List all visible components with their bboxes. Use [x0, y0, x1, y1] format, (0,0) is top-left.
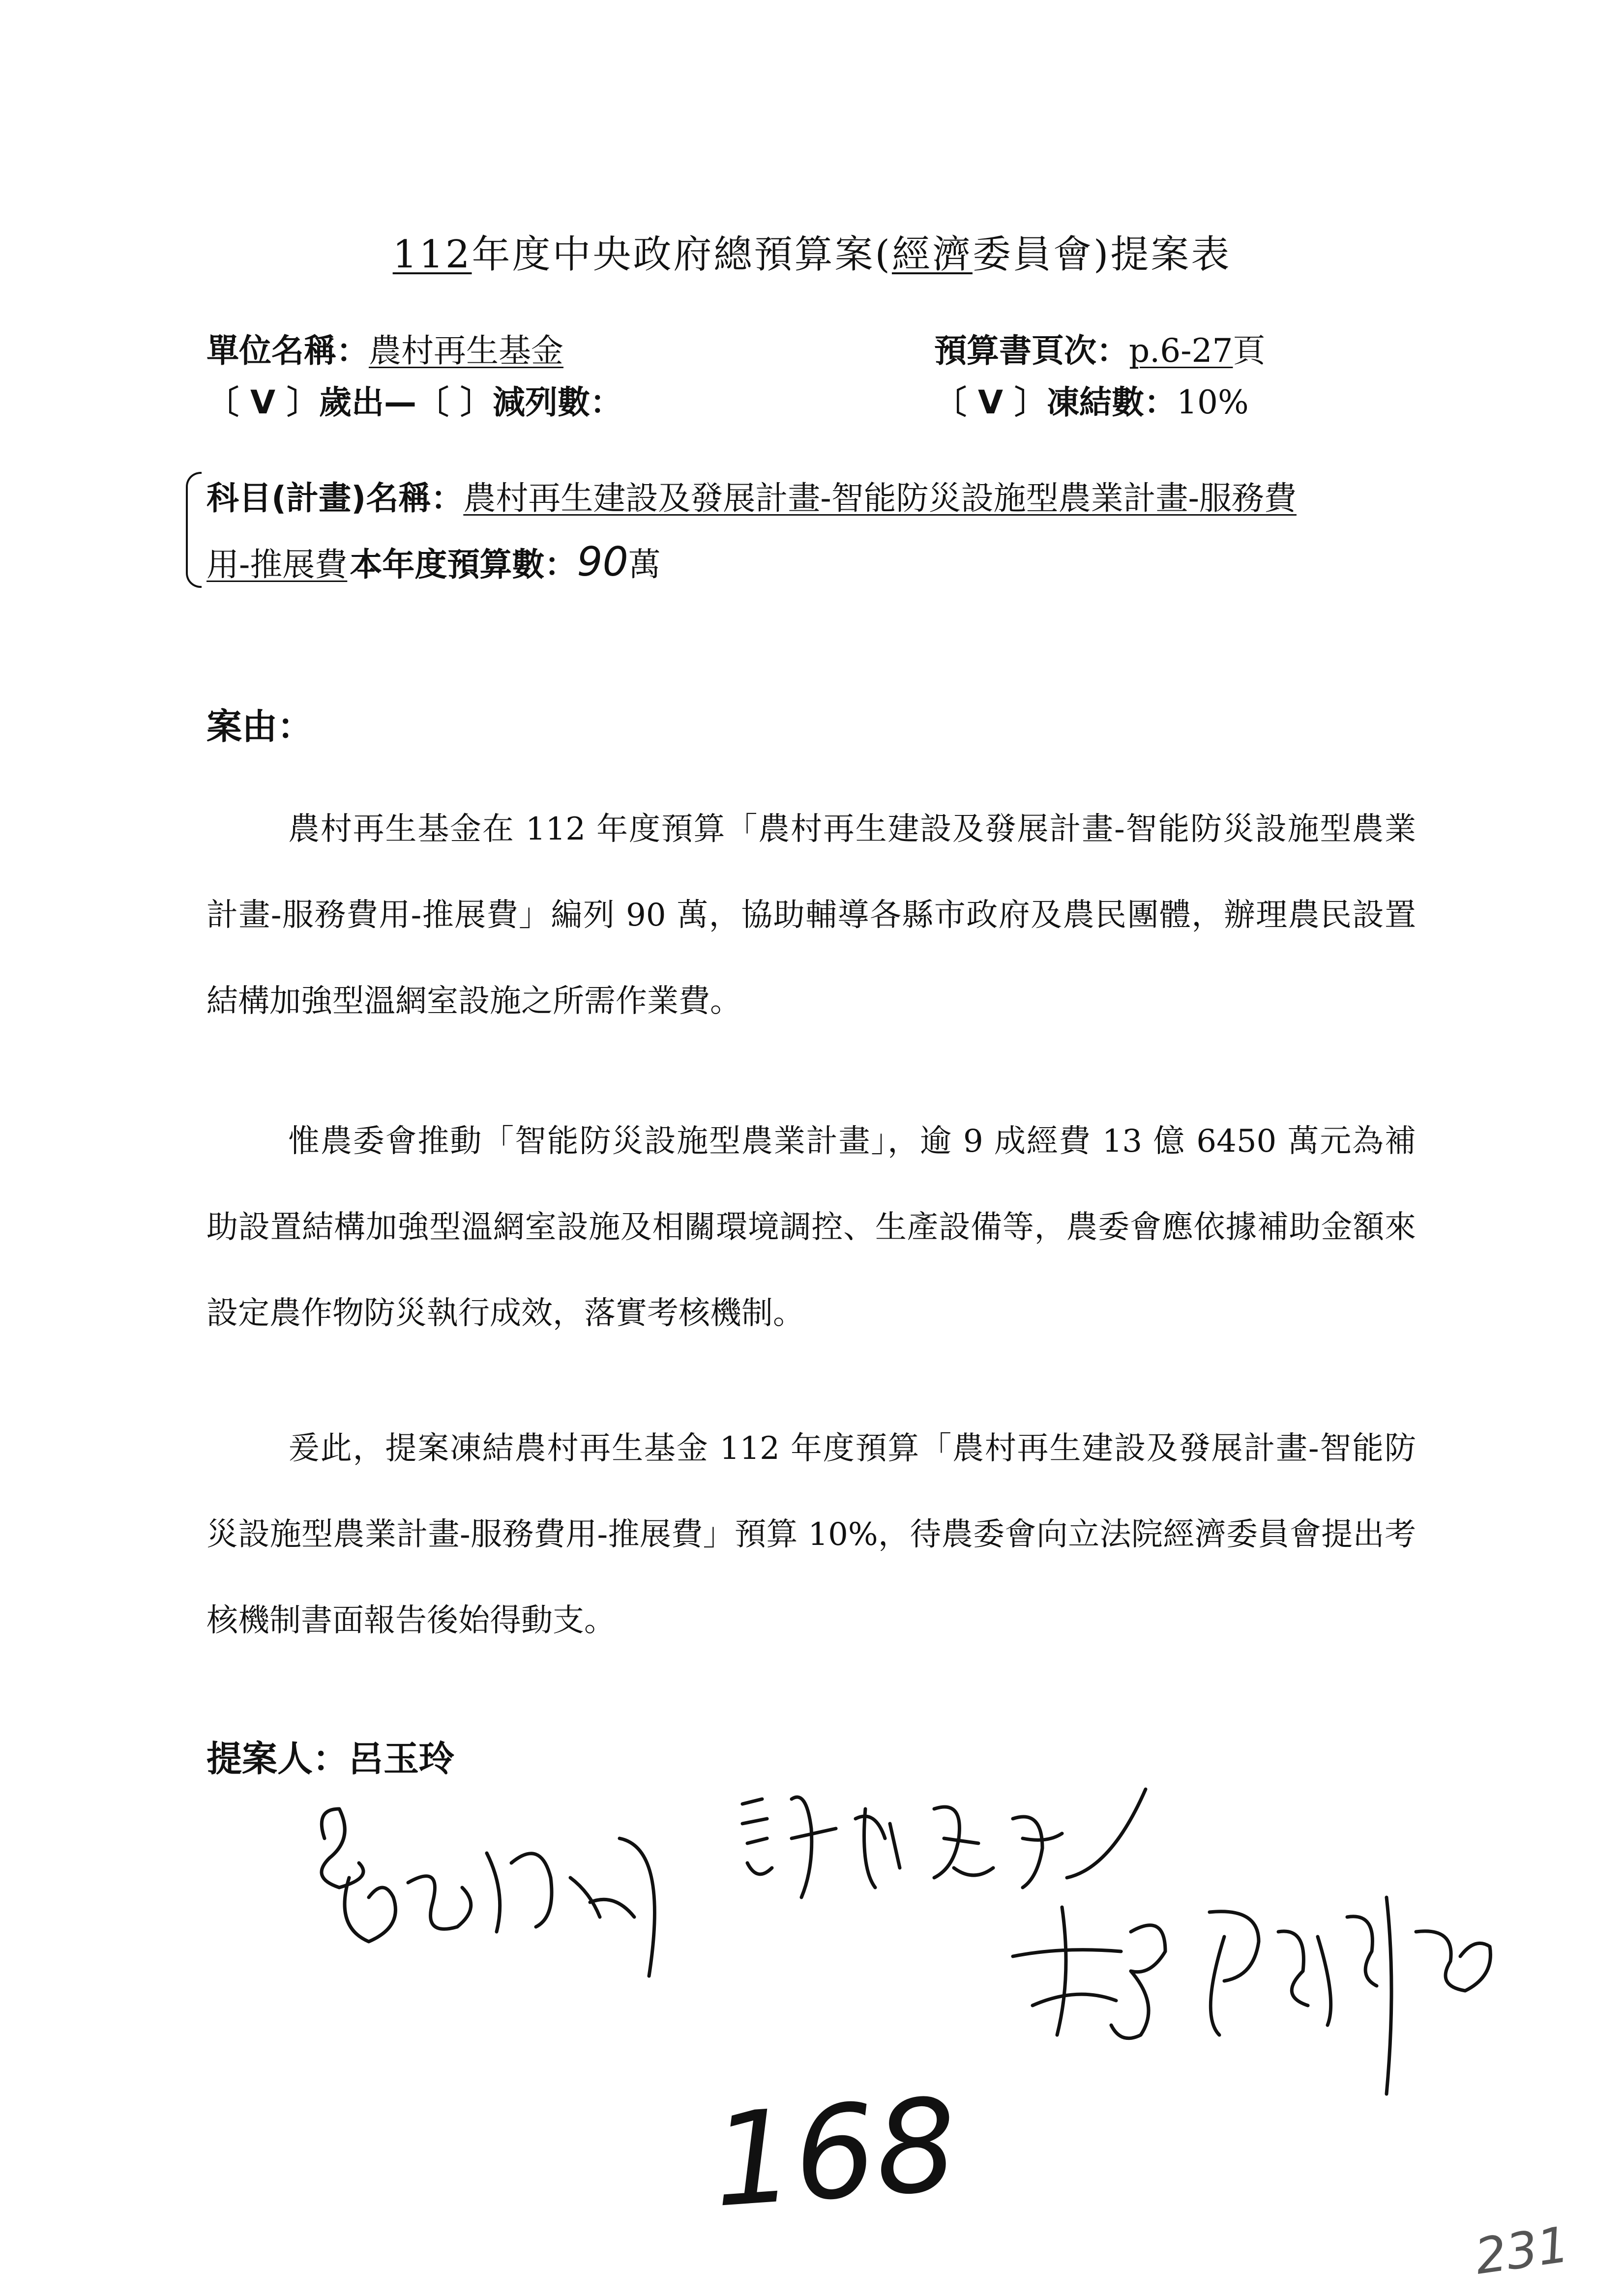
paragraph-2: 惟農委會推動「智能防災設施型農業計畫」，逾 9 成經費 13 億 6450 萬元為補助設置結構加強型溫網室設施及相關環境調控、生產設備等，農委會應依據補助金額來設定農作物防災執行成效，落實考核機制。: [207, 1123, 1416, 1332]
title-part-c: 委員會)提案表: [972, 233, 1232, 277]
subject-bracket: [186, 472, 202, 588]
amount-unit: 萬: [628, 546, 661, 583]
proposer: [207, 1730, 454, 1781]
paragraph-1: 農村再生基金在 112 年度預算「農村再生建設及發展計畫-智能防災設施型農業計畫-服務費用-推展費」編列 90 萬，協助輔導各縣市政府及農民團體，辦理農民設置結構加強型溫網室設施之所需作業費。: [207, 811, 1416, 1019]
budget-page-row: [934, 324, 1266, 371]
expense-row: [207, 376, 622, 423]
subject-line-1: [207, 472, 1297, 519]
signature-3: [1003, 1878, 1524, 2133]
reason-heading: 案由：: [207, 706, 313, 747]
title-year: 112: [392, 233, 472, 277]
budget-page-value: p.6-27: [1129, 332, 1233, 370]
subject-label: 科目(計畫)名稱：: [207, 479, 464, 517]
subject-line-2: [207, 538, 661, 585]
proposer-name: 呂玉玲: [348, 1738, 455, 1779]
page-number: 231: [1471, 2215, 1573, 2286]
subject-name-2: 用-推展費: [207, 546, 348, 583]
budget-page-label: 預算書頁次：: [934, 332, 1129, 370]
title-committee: 經濟: [891, 233, 973, 277]
unit-value: 農村再生基金: [369, 332, 563, 370]
page-title: [0, 224, 1624, 279]
paragraph-3: 爰此，提案凍結農村再生基金 112 年度預算「農村再生建設及發展計畫-智能防災設施型農業計畫-服務費用-推展費」預算 10%，待農委會向立法院經濟委員會提出考核機制書面報告後始得動支。: [207, 1430, 1416, 1639]
subject-name-1: 農村再生建設及發展計畫-智能防災設施型農業計畫-服務費: [463, 479, 1297, 517]
title-part-a: 年度中央政府總預算案(: [472, 233, 892, 277]
freeze-value: 10%: [1177, 383, 1249, 421]
expense-text: 〔 V 〕歲出—〔 〕減列數：: [207, 383, 623, 421]
stamp-number: 168: [708, 2071, 962, 2236]
freeze-row: [934, 376, 1249, 423]
amount-label: 本年度預算數：: [350, 546, 577, 583]
amount-value: 90: [577, 539, 628, 585]
freeze-label: 〔 V 〕凍結數：: [934, 383, 1177, 421]
proposer-label: 提案人：: [207, 1738, 349, 1779]
signature-1: [295, 1779, 679, 1986]
budget-page-suffix: 頁: [1233, 332, 1266, 370]
unit-label: 單位名稱：: [207, 332, 369, 370]
unit-row: [207, 324, 563, 371]
